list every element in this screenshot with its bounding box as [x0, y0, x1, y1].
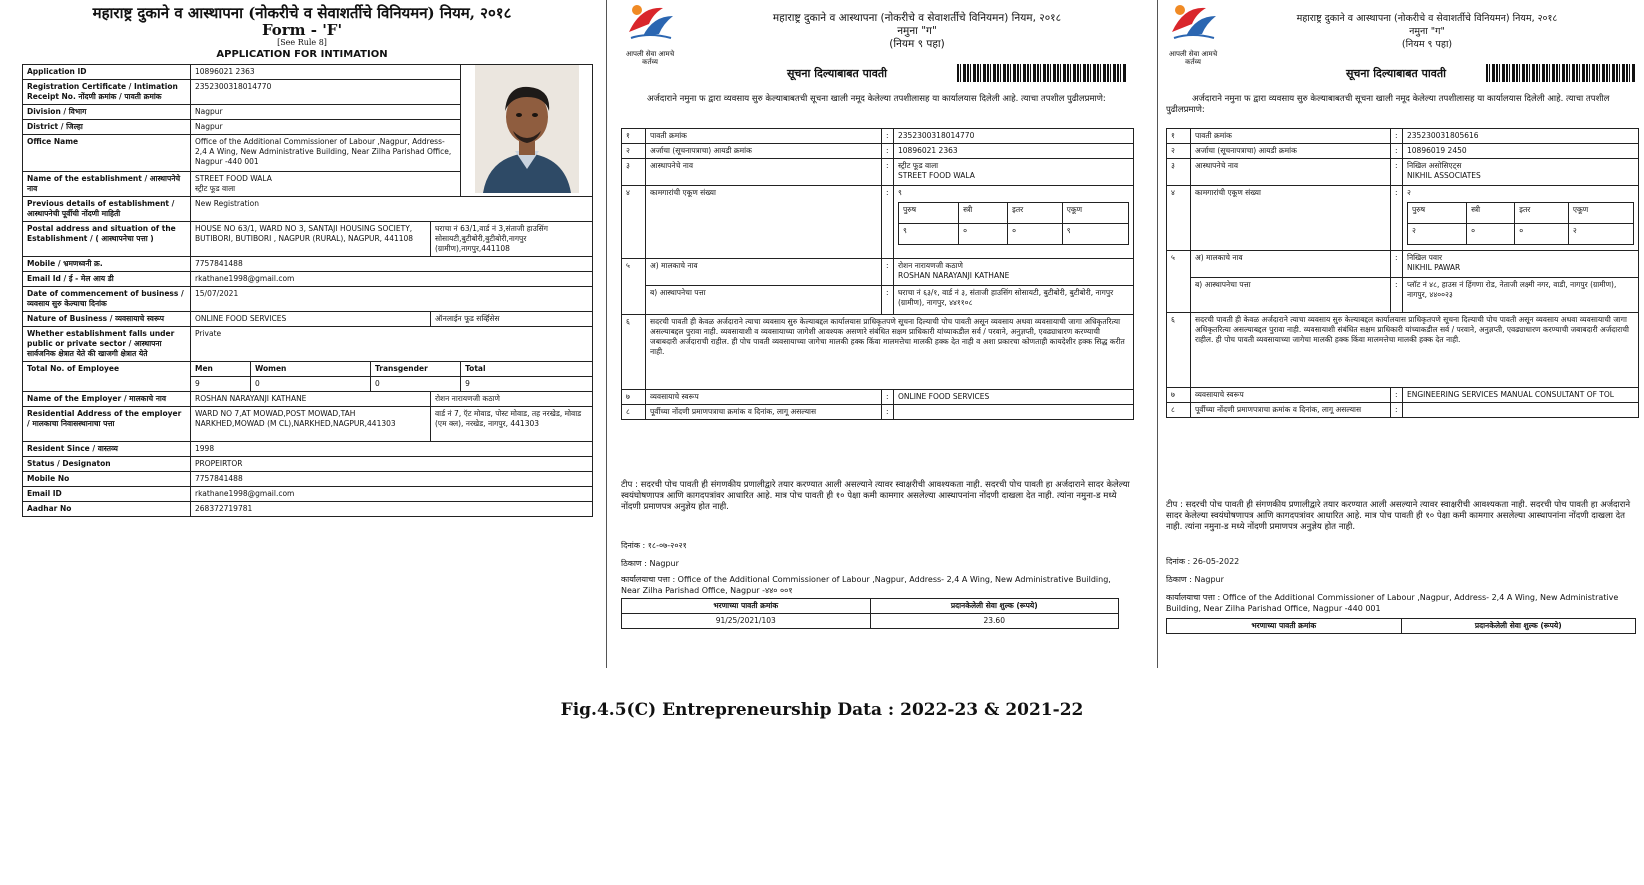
- row-label: Previous details of establishment / आस्थापनेची पूर्वीची नोंदणी माहिती: [23, 197, 191, 222]
- commencement-value: 15/07/2021: [191, 287, 593, 312]
- owner-value: रोशन नारायणजी कठाणे ROSHAN NARAYANJI KATHANE: [894, 259, 1134, 286]
- table-row: [23, 457, 593, 472]
- row-label: Office Name: [23, 135, 191, 172]
- business-nature-value: ENGINEERING SERVICES MANUAL CONSULTANT OF TOL: [1403, 388, 1639, 403]
- receipt-office: कार्यालयाचा पत्ता : Office of the Additional Commissioner of Labour ,Nagpur, Address- 2,4 A Wing, New Administrative Building, Near Zilha Parishad Office, Nagpur -440 001: [1166, 593, 1619, 613]
- establishment-value: निखिल असोसिएट्स NIKHIL ASSOCIATES: [1403, 159, 1639, 186]
- fee-table: भरणाच्या पावती क्रमांक प्रदानकेलेली सेवा शुल्क (रूपये) 91/25/2021/103 23.60: [621, 598, 1119, 629]
- application-id-value: 10896021 2363: [894, 144, 1134, 159]
- table-row: [23, 222, 593, 257]
- maharashtra-logo: [1166, 2, 1222, 66]
- niyam-label: (नियम ९ पहा): [1401, 39, 1453, 50]
- receipt-note: टीप : सदरची पोच पावती ही संगणकीय प्रणालीद्वारे तयार करण्यात आली असल्याने त्यावर स्वाक्षरीची आवश्यकता नाही. सदरची पोच पावती हा अर्जदाराने सादर केलेल्या स्वयंघोषणापत्र आणि कागदपत्रांवर आधारित आहे. मात्र पोच पावती ही १० पेक्षा कमी कामगार असलेल्या आस्थापनांना नोंदणी दाखला देत नाही. त्यांना नमुना-ड मध्ये नोंदणी प्रमाणपत्र अनुज्ञेय होत नाही.: [1166, 500, 1631, 532]
- table-row: [23, 472, 593, 487]
- logo-caption: आपली सेवा आमचे कर्तव्य: [625, 50, 675, 66]
- table-row: ७ व्यवसायाचे स्वरूप : ENGINEERING SERVICES MANUAL CONSULTANT OF TOL: [1167, 388, 1639, 403]
- mobile2-value: 7757841488: [191, 472, 593, 487]
- registration-value: 2352300318014770: [191, 80, 461, 105]
- table-row: [23, 487, 593, 502]
- receipt-heading: सूचना दिल्याबाबत पावती: [1346, 67, 1446, 80]
- receipt-table: [621, 128, 1134, 420]
- table-row: ५ अ) मालकाचे नाव : रोशन नारायणजी कठाणे ROSHAN NARAYANJI KATHANE: [622, 259, 1134, 286]
- table-row: २ अर्जाचा (सूचनापत्राचा) आयडी क्रमांक : 10896021 2363: [622, 144, 1134, 159]
- receipt-date: दिनांक : 26-05-2022: [1166, 557, 1240, 566]
- row-label: Mobile / भ्रमणध्वनी क्र.: [23, 257, 191, 272]
- receipt-date: दिनांक : १८-०७-२०२१: [621, 541, 687, 550]
- form-title: महाराष्ट्र दुकाने व आस्थापना (नोकरीचे व सेवाशर्तीचे विनियमन) नियम, २०१८: [92, 4, 512, 22]
- receipt-office: कार्यालयाचा पत्ता : Office of the Additional Commissioner of Labour ,Nagpur, Address- 2,4 A Wing, New Administrative Building, Near Zilha Parishad Office, Nagpur -४४० ००१: [621, 575, 1111, 595]
- disclaimer-text: सदरची पावती ही केवळ अर्जदाराने त्याचा व्यवसाय सुरु केल्याबद्दल कार्यालयास प्राधिकृतपणे सूचना दिल्याची पोच पावती असून व्यवसाय अथवा व्यवसायाची जागा अधिकृतरित्या असल्याबद्दल पुरावा नाही. व्यवसायाशी व व्यवसायाच्या जागेशी आवश्यक असणारे संबंधित सक्षम प्राधिकारी यांच्याकडील सर्व / परवाने, अनुज्ञप्ती, एवढ्याधारण करण्याची जबाबदारी अर्जदाराची राहील. ही पोच पावती व्यवसायाच्या जागेचा मालकी हक्क किंवा मालमत्तेचा मालकी हक्क देत नाही व अशा प्रकारचा कोणताही कायदेशीर हक्क सिद्ध करीत नाही.: [646, 315, 1134, 390]
- table-row: [23, 287, 593, 312]
- men-value: 9: [191, 377, 251, 392]
- row-label: Name of the Employer / मालकाचे नाव: [23, 392, 191, 407]
- row-label: Name of the establishment / आस्थापनेचे नाव: [23, 172, 191, 197]
- barcode-icon: [957, 64, 1127, 82]
- row-label: Date of commencement of business / व्यवसाय सुरु केल्याचा दिनांक: [23, 287, 191, 312]
- row-label: Postal address and situation of the Establishment / ( आस्थापनेचा पत्ता ): [23, 222, 191, 257]
- maharashtra-logo: [623, 2, 683, 66]
- aadhar-value: 268372719781: [191, 502, 593, 517]
- women-header: Women: [251, 362, 371, 377]
- row-label: Residential Address of the employer / मालकाचा निवासस्थानाचा पत्ता: [23, 407, 191, 442]
- mobile-value: 7757841488: [191, 257, 593, 272]
- row-label: Email ID: [23, 487, 191, 502]
- row-label: Division / विभाग: [23, 105, 191, 120]
- table-row: ४ कामगारांची एकूण संख्या : ९ पुरुष स्त्री इतर एकूण ९ ० ० ९: [622, 186, 1134, 259]
- applicant-photo: [461, 65, 593, 197]
- figure-caption: Fig.4.5(C) Entrepreneurship Data : 2022-23 & 2021-22: [560, 700, 1084, 720]
- niyam-label: (नियम ९ पहा): [889, 38, 945, 50]
- business-nature-value: ONLINE FOOD SERVICES: [894, 390, 1134, 405]
- receipt-title-mr: महाराष्ट्र दुकाने व आस्थापना (नोकरीचे व सेवाशर्तीचे विनियमन) नियम, २०१८: [1296, 13, 1558, 24]
- workers-table: पुरुष स्त्री इतर एकूण २ ० ० २: [1407, 202, 1634, 245]
- district-value: Nagpur: [191, 120, 461, 135]
- disclaimer-text: सदरची पावती ही केवळ अर्जदाराने त्याचा व्यवसाय सुरु केल्याबद्दल कार्यालयास प्राधिकृतपणे सूचना दिल्याची पोच पावती असून व्यवसाय अथवा व्यवसायाची जागा अधिकृतरित्या असल्याबद्दल पुरावा नाही. व्यवसायाशी संबंधित सक्षम प्राधिकारी यांच्याकडील सर्व / परवाने, अनुज्ञप्ती, एवढ्याधारण करण्याची जबाबदारी अर्जदाराची राहील. ही पोच पावती व्यवसायाच्या जागेचा मालकी हक्क किंवा मालमत्तेचा मालकी हक्क देत नाही.: [1191, 313, 1639, 388]
- workers-value: ९ पुरुष स्त्री इतर एकूण ९ ० ० ९: [894, 186, 1134, 259]
- fee-receipt-value: 91/25/2021/103: [622, 614, 871, 629]
- table-row: ब) आस्थापनेचा पत्ता : प्लॉट नं ४८, हाउस नं हिंगणा रोड, नेताजी लक्ष्मी नगर, वाडी, नागपुर (ग्रामीण), नागपुर, ४४००२३: [1167, 278, 1639, 313]
- previous-value: New Registration: [191, 197, 593, 222]
- men-header: Men: [191, 362, 251, 377]
- total-value: 9: [461, 377, 593, 392]
- table-row: [23, 502, 593, 517]
- logo-icon: [1166, 2, 1220, 50]
- table-row: ३ आस्थापनेचे नाव : स्ट्रीट फूड वाला STREET FOOD WALA: [622, 159, 1134, 186]
- office-value: Office of the Additional Commissioner of Labour ,Nagpur, Address- 2,4 A Wing, New Administrative Building, Near Zilha Parishad Office, Nagpur -440 001: [191, 135, 461, 172]
- table-row: [23, 392, 593, 407]
- transgender-value: 0: [371, 377, 461, 392]
- table-row: ४ कामगारांची एकूण संख्या : २ पुरुष स्त्री इतर एकूण २ ० ० २: [1167, 186, 1639, 251]
- table-row: २ अर्जाचा (सूचनापत्राचा) आयडी क्रमांक : 10896019 2450: [1167, 144, 1639, 159]
- employer-value: ROSHAN NARAYANJI KATHANE: [191, 392, 431, 407]
- residential-value: WARD NO 7,AT MOWAD,POST MOWAD,TAH NARKHED,MOWAD (M CL),NARKHED,NAGPUR,441303: [191, 407, 431, 442]
- owner-value: निखिल पवार NIKHIL PAWAR: [1403, 251, 1639, 278]
- receipt-place: ठिकाण : Nagpur: [621, 559, 679, 568]
- row-label: Total No. of Employee: [23, 362, 191, 392]
- form-table: [22, 64, 593, 517]
- postal-value: HOUSE NO 63/1, WARD NO 3, SANTAJI HOUSING SOCIETY, BUTIBORI, BUTIBORI , NAGPUR (RURAL), NAGPUR, 441108: [191, 222, 431, 257]
- receipt-title-mr: महाराष्ट्र दुकाने व आस्थापना (नोकरीचे व सेवाशर्तीचे विनियमन) नियम, २०१८: [772, 12, 1062, 24]
- applicant-photo-image: [475, 65, 579, 193]
- table-row: [23, 197, 593, 222]
- workers-table: पुरुष स्त्री इतर एकूण ९ ० ० ९: [898, 202, 1129, 245]
- table-row: ७ व्यवसायाचे स्वरूप : ONLINE FOOD SERVICES: [622, 390, 1134, 405]
- table-row: [23, 257, 593, 272]
- row-label: Nature of Business / व्यवसायाचे स्वरूप: [23, 312, 191, 327]
- row-label: Registration Certificate / Intimation Receipt No. नोंदणी क्रमांक / पावती क्रमांक: [23, 80, 191, 105]
- logo-caption: आपली सेवा आमचे कर्तव्य: [1168, 50, 1218, 66]
- email2-value: rkathane1998@gmail.com: [191, 487, 593, 502]
- application-id-value: 10896019 2450: [1403, 144, 1639, 159]
- table-row: १ पावती क्रमांक : 2352300318014770: [622, 129, 1134, 144]
- receipt-intro: अर्जदाराने नमुना फ द्वारा व्यवसाय सुरु केल्याबाबतची सूचना खाली नमूद केलेल्या तपशीलासह या कार्यालयास दिलेली आहे. त्याचा तपशील पुढीलप्रमाणे:: [1166, 94, 1610, 115]
- table-row: [23, 312, 593, 327]
- workers-value: २ पुरुष स्त्री इतर एकूण २ ० ० २: [1403, 186, 1639, 251]
- address-value: घराचा नं ६३/१, वार्ड नं ३, संताजी हाउसिंग सोसायटी, बुटीबोरी, बुटीबोरी, नागपुर (ग्रामीण), नागपुर, ४४११०८: [894, 286, 1134, 315]
- application-id-value: 10896021 2363: [191, 65, 461, 80]
- sector-value: Private: [191, 327, 593, 362]
- employer-value-mr: रोशन नारायणजी कठाणे: [431, 392, 593, 407]
- row-label: Mobile No: [23, 472, 191, 487]
- table-row: ६ सदरची पावती ही केवळ अर्जदाराने त्याचा व्यवसाय सुरु केल्याबद्दल कार्यालयास प्राधिकृतपणे सूचना दिल्याची पोच पावती असून व्यवसाय अथवा व्यवसायाची जागा अधिकृतरित्या असल्याबद्दल पुरावा नाही. व्यवसायाशी संबंधित सक्षम प्राधिकारी यांच्याकडील सर्व / परवाने, अनुज्ञप्ती, एवढ्याधारण करण्याची जबाबदारी अर्जदाराची राहील. ही पोच पावती व्यवसायाच्या जागेचा मालकी हक्क किंवा मालमत्तेचा मालकी हक्क देत नाही.: [1167, 313, 1639, 388]
- row-label: Whether establishment falls under public or private sector / आस्थापना सार्वजनिक क्षेत्रात येते की खाजगी क्षेत्रात येते: [23, 327, 191, 362]
- address-value: प्लॉट नं ४८, हाउस नं हिंगणा रोड, नेताजी लक्ष्मी नगर, वाडी, नागपुर (ग्रामीण), नागपुर, ४४००२३: [1403, 278, 1639, 313]
- row-label: Resident Since / वास्तव्य: [23, 442, 191, 457]
- form-heading: APPLICATION FOR INTIMATION: [216, 49, 388, 60]
- table-row: १ पावती क्रमांक : 235230031805616: [1167, 129, 1639, 144]
- row-label: Aadhar No: [23, 502, 191, 517]
- receipt-number-value: 235230031805616: [1403, 129, 1639, 144]
- row-label: Email Id / ई - मेल आय डी: [23, 272, 191, 287]
- table-row: ब) आस्थापनेचा पत्ता : घराचा नं ६३/१, वार्ड नं ३, संताजी हाउसिंग सोसायटी, बुटीबोरी, बुटीबोरी, नागपुर (ग्रामीण), नागपुर, ४४११०८: [622, 286, 1134, 315]
- barcode-icon: [1486, 64, 1636, 82]
- row-label: Status / Designaton: [23, 457, 191, 472]
- resident-since-value: 1998: [191, 442, 593, 457]
- nature-value-mr: ऑनलाईन फूड सर्व्हिसेस: [431, 312, 593, 327]
- logo-icon: [623, 2, 677, 50]
- fee-table: भरणाच्या पावती क्रमांक प्रदानकेलेली सेवा शुल्क (रूपये): [1166, 618, 1636, 634]
- table-row: ५ अ) मालकाचे नाव : निखिल पवार NIKHIL PAWAR: [1167, 251, 1639, 278]
- receipt-note: टीप : सदरची पोच पावती ही संगणकीय प्रणालीद्वारे तयार करण्यात आली असल्याने त्यावर स्वाक्षरीची आवश्यकता नाही. सदरची पोच पावती हा अर्जदाराने सादर केलेल्या स्वयंघोषणापत्र आणि कागदपत्रांवर आधारित आहे. मात्र पोच पावती ही १० पेक्षा कमी कामगार असलेल्या आस्थापनांना नोंदणी दाखला देत नाही. त्यांना नमुना-ड मध्ये नोंदणी प्रमाणपत्र अनुज्ञेय होत नाही.: [621, 480, 1130, 512]
- form-f-panel: [8, 0, 596, 668]
- form-rule: [See Rule 8]: [277, 38, 327, 47]
- receipt-panel-1: [606, 0, 1158, 668]
- receipt-intro: अर्जदाराने नमुना फ द्वारा व्यवसाय सुरु केल्याबाबतची सूचना खाली नमूद केलेल्या तपशीलासह या कार्यालयास दिलेली आहे. त्याचा तपशील पुढीलप्रमाणे:: [647, 94, 1106, 104]
- form-name: Form - 'F': [261, 21, 343, 39]
- table-row: ८ पूर्वीच्या नोंदणी प्रमाणपत्राचा क्रमांक व दिनांक, लागू असल्यास :: [1167, 403, 1639, 418]
- receipt-heading: सूचना दिल्याबाबत पावती: [787, 67, 887, 80]
- namuna-label: नमुना "ग": [1409, 26, 1445, 37]
- table-row: [23, 65, 593, 80]
- postal-value-mr: घराचा नं 63/1,वार्ड नं 3,संताजी हाउसिंग सोसायटी,बुटीबोरी,बुटीबोरी,नागपुर (ग्रामीण),नागपुर,441108: [431, 222, 593, 257]
- table-row: ६ सदरची पावती ही केवळ अर्जदाराने त्याचा व्यवसाय सुरु केल्याबद्दल कार्यालयास प्राधिकृतपणे सूचना दिल्याची पोच पावती असून व्यवसाय अथवा व्यवसायाची जागा अधिकृतरित्या असल्याबद्दल पुरावा नाही. व्यवसायाशी व व्यवसायाच्या जागेशी आवश्यक असणारे संबंधित सक्षम प्राधिकारी यांच्याकडील सर्व / परवाने, अनुज्ञप्ती, एवढ्याधारण करण्याची जबाबदारी अर्जदाराची राहील. ही पोच पावती व्यवसायाच्या जागेचा मालकी हक्क किंवा मालमत्तेचा मालकी हक्क देत नाही व अशा प्रकारचा कोणताही कायदेशीर हक्क सिद्ध करीत नाही.: [622, 315, 1134, 390]
- receipt-place: ठिकाण : Nagpur: [1166, 575, 1224, 584]
- table-row: ८ पूर्वीच्या नोंदणी प्रमाणपत्राचा क्रमांक व दिनांक, लागू असल्यास :: [622, 405, 1134, 420]
- total-header: Total: [461, 362, 593, 377]
- table-row: [23, 407, 593, 442]
- table-row: ३ आस्थापनेचे नाव : निखिल असोसिएट्स NIKHIL ASSOCIATES: [1167, 159, 1639, 186]
- row-label: District / जिल्हा: [23, 120, 191, 135]
- fee-amount-value: 23.60: [870, 614, 1119, 629]
- table-row: [23, 362, 593, 377]
- row-label: Application ID: [23, 65, 191, 80]
- division-value: Nagpur: [191, 105, 461, 120]
- table-row: [23, 272, 593, 287]
- table-row: [23, 442, 593, 457]
- establishment-value: स्ट्रीट फूड वाला STREET FOOD WALA: [894, 159, 1134, 186]
- residential-value-mr: वार्ड नं 7, ऍट मोवाड, पोस्ट मोवाड, तह नरखेड, मोवाड (एम क्ल), नरखेड, नागपुर, 441303: [431, 407, 593, 442]
- establishment-value: STREET FOOD WALA स्ट्रीट फूड वाला: [191, 172, 461, 197]
- receipt-number-value: 2352300318014770: [894, 129, 1134, 144]
- table-row: [23, 327, 593, 362]
- receipt-table: [1166, 128, 1639, 418]
- email-value: rkathane1998@gmail.com: [191, 272, 593, 287]
- receipt-panel-2: [1166, 0, 1644, 668]
- nature-value: ONLINE FOOD SERVICES: [191, 312, 431, 327]
- status-value: PROPEIRTOR: [191, 457, 593, 472]
- women-value: 0: [251, 377, 371, 392]
- transgender-header: Transgender: [371, 362, 461, 377]
- namuna-label: नमुना "ग": [897, 25, 937, 37]
